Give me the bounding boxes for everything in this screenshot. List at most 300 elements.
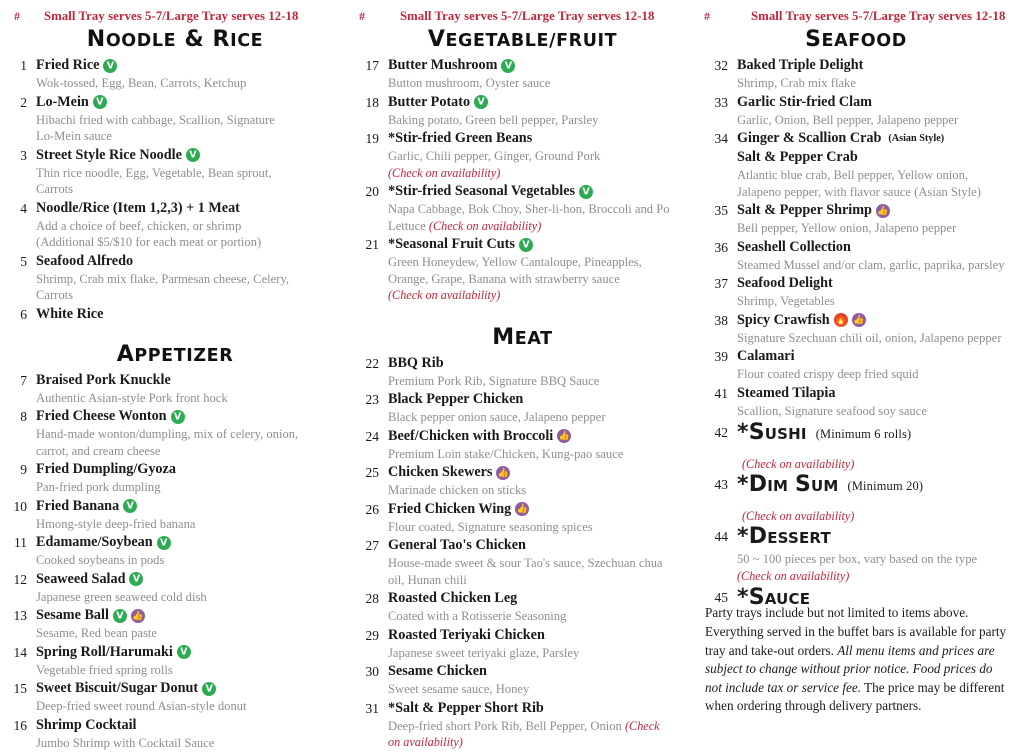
menu-item <box>350 463 695 500</box>
vegetarian-icon <box>123 499 137 513</box>
tray-header-3 <box>695 0 1017 24</box>
item-name-text: BBQ Rib <box>388 354 444 373</box>
item-description-line: Hibachi fried with cabbage, Scallion, Signature <box>36 112 344 129</box>
item-name <box>388 129 689 148</box>
item-number: 11 <box>0 533 36 552</box>
item-name-text: *SUSHI <box>737 420 807 447</box>
item-name-text: Roasted Chicken Leg <box>388 589 517 608</box>
vegetarian-icon <box>579 185 593 199</box>
item-number: 43 <box>695 472 737 498</box>
item-name-text: Fried Rice <box>36 56 99 75</box>
item-description <box>36 516 344 534</box>
item-number: 4 <box>0 199 36 218</box>
menu-item <box>0 679 350 716</box>
item-description-line: Vegetable fried spring rolls <box>36 662 344 679</box>
item-description-line: Sweet sesame sauce, Honey <box>388 681 689 698</box>
menu-item <box>350 500 695 537</box>
item-qualifier: (Minimum 20) <box>848 473 924 499</box>
item-description-line: Flour coated, Signature seasoning spices <box>388 519 689 536</box>
item-body <box>737 274 1011 311</box>
menu-item <box>695 56 1017 93</box>
item-name <box>36 497 344 516</box>
item-name <box>36 56 344 75</box>
item-number: 41 <box>695 384 737 403</box>
menu-item <box>695 311 1017 348</box>
item-number: 28 <box>350 589 388 608</box>
item-number: 13 <box>0 606 36 625</box>
menu-item <box>695 347 1017 384</box>
item-number: 3 <box>0 146 36 165</box>
popular-thumbs-up-icon <box>557 429 571 443</box>
menu-item <box>0 460 350 497</box>
availability-note: (Check on availability) <box>695 457 1017 472</box>
menu-item <box>0 146 350 199</box>
item-description <box>388 681 689 699</box>
item-name <box>737 56 1011 75</box>
item-name-text: Seafood Alfredo <box>36 252 133 271</box>
item-description-line: Garlic, Chili pepper, Ginger, Ground Pork <box>388 148 689 165</box>
item-body <box>388 93 689 130</box>
item-name <box>36 606 344 625</box>
item-name-text: Sesame Ball <box>36 606 109 625</box>
item-body <box>737 238 1011 275</box>
item-number: 45 <box>695 585 737 611</box>
item-name <box>388 427 689 446</box>
menu-item <box>695 201 1017 238</box>
tray-serving-note: Small Tray serves 5-7/Large Tray serves 12-18 <box>400 9 654 24</box>
vegetarian-icon <box>157 536 171 550</box>
item-name-text: Spicy Crawfish <box>737 311 830 330</box>
item-description <box>388 608 689 626</box>
menu-item <box>350 536 695 589</box>
item-body <box>388 182 689 235</box>
item-body <box>36 146 344 199</box>
item-number: 37 <box>695 274 737 293</box>
item-body <box>388 390 689 427</box>
item-description <box>737 551 1011 585</box>
tray-header-1 <box>0 0 350 24</box>
menu-column-2 <box>350 0 695 740</box>
item-description-line: Sesame, Red bean paste <box>36 625 344 642</box>
item-name <box>36 643 344 662</box>
availability-note: (Check <box>625 719 660 733</box>
item-name-text: Butter Mushroom <box>388 56 497 75</box>
vegetarian-icon <box>113 609 127 623</box>
item-body <box>388 427 689 464</box>
item-description-line: Flour coated crispy deep fried squid <box>737 366 1011 383</box>
item-number: 8 <box>0 407 36 426</box>
item-description-line: Shrimp, Crab mix flake <box>737 75 1011 92</box>
popular-thumbs-up-icon <box>515 502 529 516</box>
item-description-line: Signature Szechuan chili oil, onion, Jalapeno pepper <box>737 330 1011 347</box>
item-description <box>388 373 689 391</box>
menu-item <box>0 371 350 408</box>
item-description-line: Add a choice of beef, chicken, or shrimp <box>36 218 344 235</box>
item-number: 23 <box>350 390 388 409</box>
vegetarian-icon <box>103 59 117 73</box>
item-name-text: Black Pepper Chicken <box>388 390 523 409</box>
item-description <box>36 698 344 716</box>
item-alt-name: Salt & Pepper Crab <box>737 148 1011 167</box>
item-description <box>737 293 1011 311</box>
item-name-text: Seafood Delight <box>737 274 833 293</box>
item-name <box>737 524 1011 551</box>
item-number: 36 <box>695 238 737 257</box>
menu-item <box>695 238 1017 275</box>
tray-header-2 <box>350 0 695 24</box>
item-name <box>737 347 1011 366</box>
item-name <box>388 536 689 555</box>
item-description <box>737 75 1011 93</box>
item-number: 39 <box>695 347 737 366</box>
item-description-line: Atlantic blue crab, Bell pepper, Yellow onion, <box>737 167 1011 184</box>
item-body <box>388 662 689 699</box>
item-description-line: Premium Loin stake/Chicken, Kung-pao sauce <box>388 446 689 463</box>
item-description-line: Jumbo Shrimp with Cocktail Sauce <box>36 735 344 752</box>
item-description-line: Orange, Grape, Banana with strawberry sauce <box>388 271 689 288</box>
item-body <box>36 606 344 643</box>
item-description-line: Deep-fried sweet round Asian-style donut <box>36 698 344 715</box>
menu-item <box>350 626 695 663</box>
menu-column-3 <box>695 0 1017 740</box>
item-description <box>388 446 689 464</box>
section-title: MEAT <box>350 325 695 350</box>
item-body <box>36 252 344 305</box>
item-description-line: Premium Pork Rib, Signature BBQ Sauce <box>388 373 689 390</box>
item-name <box>36 716 344 735</box>
menu-item <box>350 56 695 93</box>
item-body <box>737 311 1011 348</box>
item-description-line: Coated with a Rotisserie Seasoning <box>388 608 689 625</box>
item-name <box>388 626 689 645</box>
item-number: 34 <box>695 129 737 148</box>
item-name-text: Calamari <box>737 347 795 366</box>
item-description-line: Pan-fried pork dumpling <box>36 479 344 496</box>
menu-item <box>350 129 695 182</box>
menu-item <box>0 56 350 93</box>
menu-item <box>0 252 350 305</box>
item-body <box>388 699 689 752</box>
item-name-text: *Stir-fried Green Beans <box>388 129 532 148</box>
item-description <box>36 218 344 252</box>
hash-symbol: # <box>350 9 374 24</box>
item-body <box>36 570 344 607</box>
item-name-text: Beef/Chicken with Broccoli <box>388 427 553 446</box>
item-description <box>388 201 689 235</box>
item-number: 38 <box>695 311 737 330</box>
item-number: 16 <box>0 716 36 735</box>
item-description-line: carrot, and cream cheese <box>36 443 344 460</box>
item-name-text: Spring Roll/Harumaki <box>36 643 173 662</box>
footer-part-2: All menu items and prices are subject to change without prior notice. Food prices do not include tax or service fee. <box>705 643 995 695</box>
item-description-line: Hmong-style deep-fried banana <box>36 516 344 533</box>
item-number: 33 <box>695 93 737 112</box>
item-description <box>388 254 689 305</box>
item-name-text: Baked Triple Delight <box>737 56 863 75</box>
menu-item <box>350 662 695 699</box>
item-name <box>737 129 1011 148</box>
menu-item <box>350 235 695 305</box>
item-name <box>737 420 1011 447</box>
item-description-line: Carrots <box>36 181 344 198</box>
item-body <box>36 643 344 680</box>
item-name-text: *DESSERT <box>737 524 831 551</box>
item-name-text: Ginger & Scallion Crab <box>737 129 881 148</box>
item-body <box>737 384 1011 421</box>
popular-thumbs-up-icon <box>852 313 866 327</box>
item-name-text: Sweet Biscuit/Sugar Donut <box>36 679 198 698</box>
item-name-text: Seashell Collection <box>737 238 851 257</box>
item-number: 20 <box>350 182 388 201</box>
item-name-text: *Salt & Pepper Short Rib <box>388 699 544 718</box>
item-description <box>36 165 344 199</box>
menu-item <box>695 524 1017 585</box>
item-name <box>36 93 344 112</box>
item-body <box>36 497 344 534</box>
menu-item <box>0 570 350 607</box>
item-description <box>36 426 344 460</box>
item-name-text: Shrimp Cocktail <box>36 716 137 735</box>
item-name-text: *SAUCE <box>737 585 810 612</box>
spacer <box>695 447 1017 457</box>
section-title: NOODLE & RICE <box>0 27 350 52</box>
vegetarian-icon <box>93 95 107 109</box>
item-body <box>388 129 689 182</box>
item-name <box>737 238 1011 257</box>
vegetarian-icon <box>129 572 143 586</box>
item-description-line: Marinade chicken on sticks <box>388 482 689 499</box>
item-number: 22 <box>350 354 388 373</box>
item-name <box>737 274 1011 293</box>
item-name-text: Street Style Rice Noodle <box>36 146 182 165</box>
item-description-line: Bell pepper, Yellow onion, Jalapeno pepper <box>737 220 1011 237</box>
menu-item <box>0 606 350 643</box>
menu-item <box>695 384 1017 421</box>
item-description <box>737 167 1011 201</box>
footer-part-1: Party trays include but not limited to items above. Everything served in the buffet bars is available for party tray and take-out orders. <box>705 605 1006 657</box>
item-body <box>737 93 1011 130</box>
item-description <box>737 403 1011 421</box>
item-description-line: Cooked soybeans in pods <box>36 552 344 569</box>
menu-item <box>695 129 1017 201</box>
item-description-line: Deep-fried short Pork Rib, Bell Pepper, Onion (Check <box>388 718 689 735</box>
menu-item <box>0 305 350 324</box>
item-number: 21 <box>350 235 388 254</box>
item-body <box>737 56 1011 93</box>
item-name <box>36 146 344 165</box>
item-number: 24 <box>350 427 388 446</box>
item-description <box>737 330 1011 348</box>
item-number: 12 <box>0 570 36 589</box>
item-description <box>388 482 689 500</box>
menu-item <box>350 93 695 130</box>
item-name-text: Noodle/Rice (Item 1,2,3) + 1 Meat <box>36 199 240 218</box>
availability-note: (Check on availability) <box>388 287 689 304</box>
popular-thumbs-up-icon <box>496 466 510 480</box>
menu-item <box>695 93 1017 130</box>
menu-item <box>695 472 1017 499</box>
menu-item <box>0 533 350 570</box>
item-name-text: Fried Banana <box>36 497 119 516</box>
item-name-text: Fried Dumpling/Gyoza <box>36 460 176 479</box>
item-description-line: Hand-made wonton/dumpling, mix of celery, onion, <box>36 426 344 443</box>
item-number: 7 <box>0 371 36 390</box>
item-name-text: *Stir-fried Seasonal Vegetables <box>388 182 575 201</box>
item-description-line: Lettuce (Check on availability) <box>388 218 689 235</box>
item-description <box>36 390 344 408</box>
item-number: 30 <box>350 662 388 681</box>
item-number: 27 <box>350 536 388 555</box>
item-number: 31 <box>350 699 388 718</box>
item-name-text: Roasted Teriyaki Chicken <box>388 626 545 645</box>
item-description <box>388 148 689 182</box>
spacer <box>695 499 1017 509</box>
item-description <box>36 112 344 146</box>
vegetarian-icon <box>202 682 216 696</box>
menu-item <box>0 199 350 252</box>
item-body <box>388 500 689 537</box>
item-name-text: Steamed Tilapia <box>737 384 835 403</box>
item-name-text: Braised Pork Knuckle <box>36 371 171 390</box>
item-description-line: House-made sweet & sour Tao's sauce, Szechuan chua <box>388 555 689 572</box>
item-description <box>737 220 1011 238</box>
item-description-line: Thin rice noodle, Egg, Vegetable, Bean sprout, <box>36 165 344 182</box>
item-name <box>388 463 689 482</box>
menu-item <box>0 93 350 146</box>
item-name <box>36 199 344 218</box>
menu-item <box>350 182 695 235</box>
item-body <box>388 56 689 93</box>
item-number: 14 <box>0 643 36 662</box>
item-body <box>36 407 344 460</box>
item-number: 1 <box>0 56 36 75</box>
item-name-text: Seaweed Salad <box>36 570 125 589</box>
item-description <box>36 75 344 93</box>
item-name-text: White Rice <box>36 305 103 324</box>
item-description <box>737 112 1011 130</box>
spicy-flame-icon <box>834 313 848 327</box>
vegetarian-icon <box>171 410 185 424</box>
item-name <box>388 93 689 112</box>
footer-disclaimer <box>705 604 1009 716</box>
item-number: 18 <box>350 93 388 112</box>
item-number: 44 <box>695 524 737 550</box>
item-name <box>737 384 1011 403</box>
menu-item <box>0 643 350 680</box>
item-description-line: 50 ~ 100 pieces per box, vary based on the type <box>737 551 1011 568</box>
item-body <box>737 472 1011 499</box>
item-description-line: Black pepper onion sauce, Jalapeno pepper <box>388 409 689 426</box>
item-name <box>36 371 344 390</box>
availability-note: on availability) <box>388 734 689 751</box>
item-number: 15 <box>0 679 36 698</box>
item-name <box>737 472 1011 499</box>
item-description-line: Japanese sweet teriyaki glaze, Parsley <box>388 645 689 662</box>
item-name-text: Salt & Pepper Shrimp <box>737 201 872 220</box>
item-number: 6 <box>0 305 36 324</box>
item-body <box>737 524 1011 585</box>
item-name <box>36 252 344 271</box>
item-description <box>388 409 689 427</box>
item-name <box>36 305 344 324</box>
item-description <box>388 555 689 589</box>
sections-container-3 <box>695 27 1017 612</box>
item-name <box>737 201 1011 220</box>
item-body <box>36 56 344 93</box>
item-name <box>388 390 689 409</box>
item-description <box>36 625 344 643</box>
item-description <box>737 257 1011 275</box>
item-name <box>737 311 1011 330</box>
vegetarian-icon <box>177 645 191 659</box>
menu-item <box>695 420 1017 447</box>
footer-part-3: The price may be different when ordering through delivery partners. <box>705 680 1004 714</box>
menu-item <box>350 699 695 752</box>
menu-item <box>0 497 350 534</box>
hash-symbol: # <box>695 9 719 24</box>
popular-thumbs-up-icon <box>876 204 890 218</box>
menu-column-1 <box>0 0 350 740</box>
item-description-line: Napa Cabbage, Bok Choy, Sher-li-hon, Broccoli and Po <box>388 201 689 218</box>
item-name <box>36 679 344 698</box>
vegetarian-icon <box>186 148 200 162</box>
item-name <box>388 589 689 608</box>
item-name-text: Chicken Skewers <box>388 463 492 482</box>
item-name-text: General Tao's Chicken <box>388 536 526 555</box>
vegetarian-icon <box>519 238 533 252</box>
section-title: APPETIZER <box>0 342 350 367</box>
item-name <box>388 500 689 519</box>
item-description-line: Japanese green seaweed cold dish <box>36 589 344 606</box>
menu-item <box>0 716 350 752</box>
item-number: 19 <box>350 129 388 148</box>
item-body <box>737 201 1011 238</box>
item-name-text: *Seasonal Fruit Cuts <box>388 235 515 254</box>
item-description-line: oil, Hunan chili <box>388 572 689 589</box>
item-qualifier: (Minimum 6 rolls) <box>816 421 912 447</box>
item-description-line: Carrots <box>36 287 344 304</box>
availability-note: (Check on availability) <box>695 509 1017 524</box>
item-description <box>36 589 344 607</box>
menu-item <box>350 354 695 391</box>
item-description-line: Button mushroom, Oyster sauce <box>388 75 689 92</box>
item-qualifier: (Asian Style) <box>888 129 944 148</box>
item-description <box>388 519 689 537</box>
item-number: 35 <box>695 201 737 220</box>
item-number: 26 <box>350 500 388 519</box>
item-body <box>388 463 689 500</box>
item-description-line: Garlic, Onion, Bell pepper, Jalapeno pepper <box>737 112 1011 129</box>
section-title: VEGETABLE/FRUIT <box>350 27 695 52</box>
item-body <box>36 533 344 570</box>
item-body <box>36 305 344 324</box>
item-name-text: Garlic Stir-fried Clam <box>737 93 872 112</box>
item-description <box>388 718 689 752</box>
item-body <box>36 199 344 252</box>
sections-container-1 <box>0 27 350 752</box>
item-name <box>388 699 689 718</box>
item-description <box>36 479 344 497</box>
item-description <box>36 662 344 680</box>
item-description <box>36 735 344 752</box>
item-body <box>36 371 344 408</box>
menu-item <box>350 427 695 464</box>
vegetarian-icon <box>501 59 515 73</box>
hash-symbol: # <box>0 9 24 24</box>
item-name <box>388 235 689 254</box>
item-number: 5 <box>0 252 36 271</box>
popular-thumbs-up-icon <box>131 609 145 623</box>
